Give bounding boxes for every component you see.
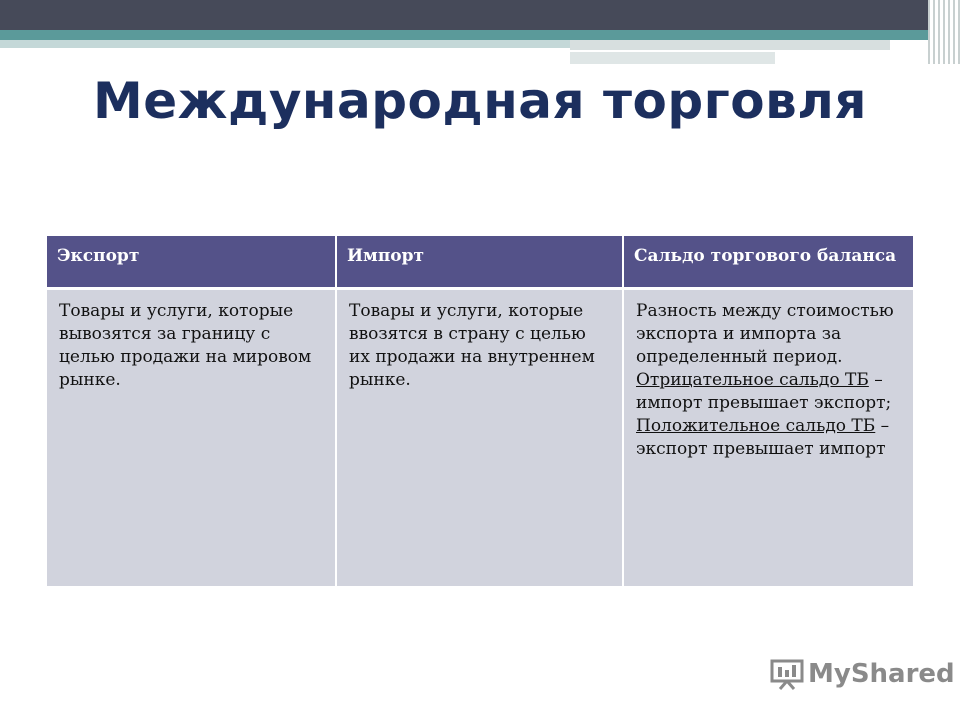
top-band-light-right: [570, 40, 890, 50]
table-header-row: [47, 236, 913, 288]
table-row: [47, 288, 913, 586]
header-trade-balance: Сальдо торгового баланса: [623, 236, 913, 288]
page-title: Международная торговля: [93, 72, 867, 130]
cell-import-definition: Товары и услуги, которые ввозятся в страну с целью их продажи на внутреннем рынке.: [336, 288, 623, 586]
top-band-light: [0, 40, 570, 48]
corner-stripes: [928, 0, 960, 64]
watermark-logo: [770, 654, 955, 694]
header-export: Экспорт: [47, 236, 336, 288]
negative-balance-term: Отрицательное сальдо ТБ: [636, 369, 869, 390]
balance-intro: Разность между стоимостью экспорта и импорта за определенный период.: [636, 300, 894, 367]
top-band-teal: [0, 30, 960, 40]
positive-balance-definition: – экспорт превышает импорт: [636, 415, 890, 459]
top-band-lower: [570, 52, 775, 64]
trade-table: [47, 236, 913, 586]
positive-balance-term: Положительное сальдо ТБ: [636, 415, 876, 436]
watermark-text: MyShared: [808, 659, 955, 689]
cell-export-definition: Товары и услуги, которые вывозятся за границу с целью продажи на мировом рынке.: [47, 288, 336, 586]
top-band-dark: [0, 0, 960, 30]
negative-balance-definition: – импорт превышает экспорт;: [636, 369, 892, 413]
header-import: Импорт: [336, 236, 623, 288]
presentation-board-icon: [770, 658, 804, 690]
cell-balance-definition: [623, 288, 913, 586]
